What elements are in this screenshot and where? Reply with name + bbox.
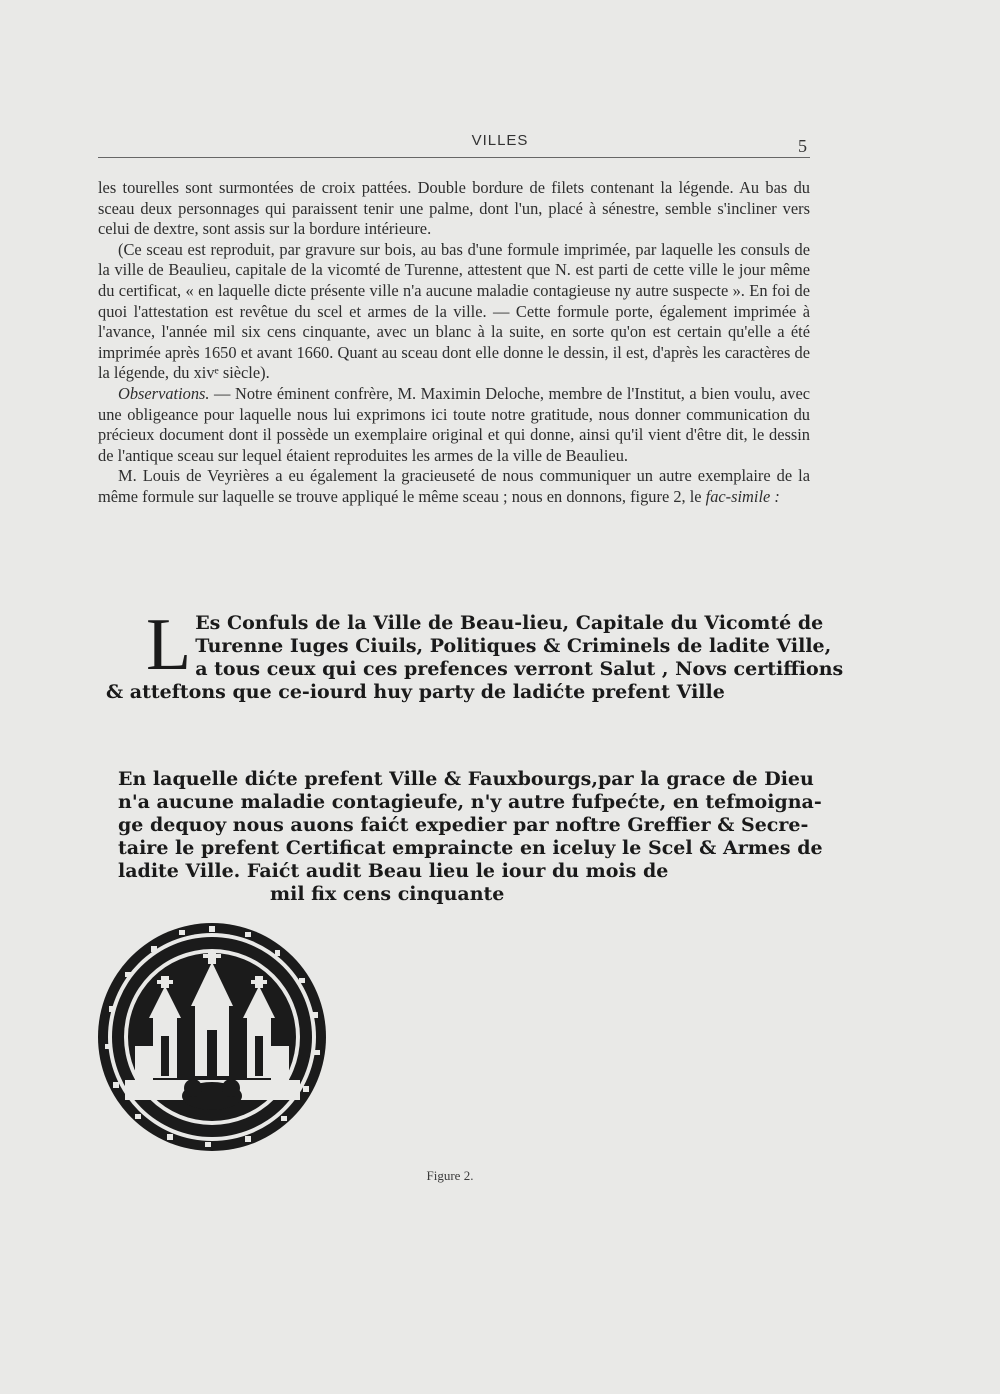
paragraph-3 (98, 384, 810, 466)
town-seal-image (95, 920, 330, 1155)
facsimile-line: & atteftons que ce-iourd huy party de ladićte prefent Ville (106, 681, 725, 703)
paragraph-4-tail: fac-simile : (705, 486, 780, 506)
paragraph-4-text: M. Louis de Veyrières a eu également la gracieuseté de nous communiquer un autre exemplaire de la même formule sur laquelle se trouve appliqué le même sceau ; nous en donnons, figure 2, le (98, 466, 810, 506)
facsimile-line: ladite Ville. Faićt audit Beau lieu le iour du mois de (118, 860, 669, 882)
paragraph-4 (98, 466, 810, 507)
facsimile-block-2 (118, 768, 823, 906)
paragraph-1 (98, 178, 810, 240)
header-rule (98, 157, 810, 158)
paragraph-1-text: les tourelles sont surmontées de croix pattées. Double bordure de filets contenant la légende. Au bas du sceau deux personnages qui paraissent tenir une palme, dont l'un, placé à sénestre, semble s'incliner vers celui de dextre, sont assis sur la bordure intérieure. (98, 178, 810, 239)
paragraph-2 (98, 240, 810, 384)
facsimile-line: Turenne Iuges Ciuils, Politiques & Criminels de ladite Ville, (195, 635, 832, 657)
facsimile-line: ge dequoy nous auons faićt expedier par noftre Greffier & Secre- (118, 814, 809, 836)
facsimile-line: a tous ceux qui ces prefences verront Salut , Novs certiffions (195, 658, 844, 680)
facsimile-line: Es Confuls de la Ville de Beau-lieu, Capitale du Vicomté de (195, 612, 824, 634)
paragraph-3-text: — Notre éminent confrère, M. Maximin Deloche, membre de l'Institut, a bien voulu, avec une obligeance pour laquelle nous lui exprimons ici toute notre gratitude, nous donner communication du précieux document dont il possède un exemplaire original et qui donne, ainsi qu'il vient d'être dit, le dessin de l'antique sceau sur lequel étaient reproduites les armes de la ville de Beaulieu. (98, 383, 810, 465)
paragraph-3-lead: Observations. (118, 383, 210, 403)
facsimile-dropcap: L (146, 604, 192, 686)
page-number: 5 (798, 136, 807, 156)
facsimile-line: mil fix cens cinquante (270, 883, 505, 905)
body-text (98, 178, 810, 508)
figure-caption: Figure 2. (426, 1168, 474, 1183)
facsimile-line: n'a aucune maladie contagieufe, n'y autre fufpećte, en tefmoigna- (118, 791, 822, 813)
facsimile-line: taire le prefent Certificat empraincte en iceluy le Scel & Armes de (118, 837, 823, 859)
facsimile-line: En laquelle dićte prefent Ville & Fauxbourgs,par la grace de Dieu (118, 768, 814, 790)
running-head: VILLES (471, 132, 529, 149)
paragraph-2-text: (Ce sceau est reproduit, par gravure sur bois, au bas d'une formule imprimée, par laquelle les consuls de la ville de Beaulieu, capitale de la vicomté de Turenne, attestent que N. est parti de cette ville le jour même du certificat, « en laquelle dicte présente ville n'a aucune maladie contagieuse ny autre suspecte ». En foi de quoi l'attestation est revêtue du scel et armes de la ville. — Cette formule porte, également imprimée à l'avance, l'année mil six cens cinquante, avec un blanc à la suite, en sorte qu'on est certain qu'elle a été imprimée après 1650 et avant 1660. Quant au sceau dont elle donne le dessin, il est, d'après les caractères de la légende, du xivᵉ siècle). (98, 239, 810, 383)
facsimile-block-1 (106, 604, 844, 704)
